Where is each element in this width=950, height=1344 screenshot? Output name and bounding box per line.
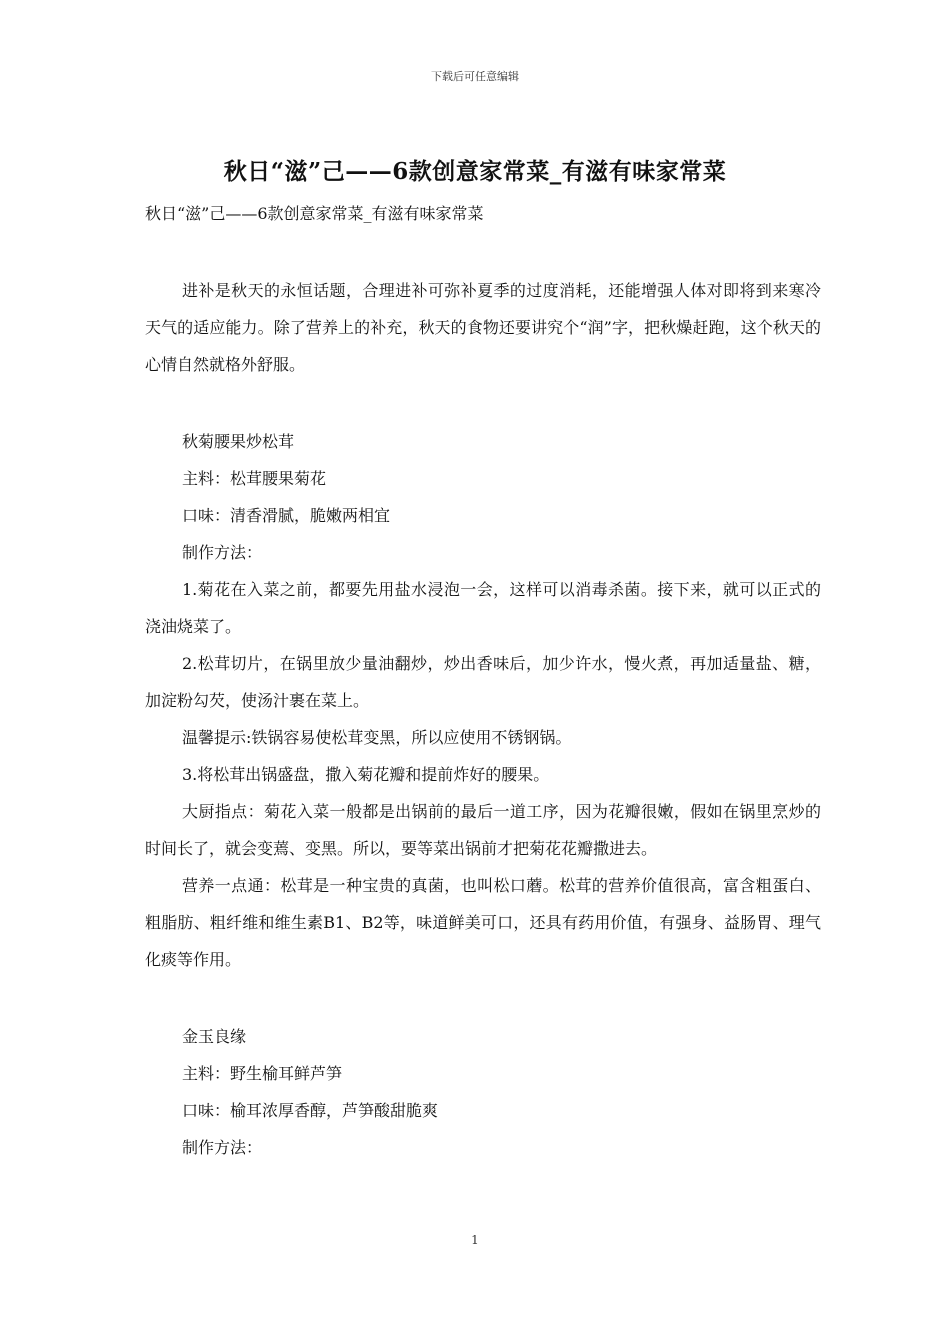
- chef-advice: 大厨指点：菊花入菜一般都是出锅前的最后一道工序，因为花瓣很嫩，假如在锅里烹炒的时间长了，就会变蔫、变黑。所以，要等菜出锅前才把菊花花瓣撒进去。: [145, 802, 821, 858]
- document-body: [145, 272, 821, 1166]
- recipe-method-heading: 制作方法：: [182, 1138, 263, 1157]
- recipe-title: 金玉良缘: [182, 1027, 247, 1046]
- intro-paragraph: 进补是秋天的永恒话题，合理进补可弥补夏季的过度消耗，还能增强人体对即将到来寒冷天气的适应能力。除了营养上的补充，秋天的食物还要讲究个“润”字，把秋燥赶跑，这个秋天的心情自然就格外舒服。: [145, 281, 821, 374]
- section-gap: [145, 383, 821, 423]
- recipe-main-ingredients: 主料：松茸腰果菊花: [182, 469, 327, 488]
- recipe-taste: 口味：榆耳浓厚香醇，芦笋酸甜脆爽: [182, 1101, 439, 1120]
- recipe-step: 2.松茸切片，在锅里放少量油翻炒，炒出香味后，加少许水，慢火煮，再加适量盐、糖，加淀粉勾芡，使汤汁裹在菜上。: [145, 654, 821, 710]
- recipe-main-ingredients: 主料：野生榆耳鲜芦笋: [182, 1064, 343, 1083]
- recipe-step: 3.将松茸出锅盛盘，撒入菊花瓣和提前炸好的腰果。: [182, 765, 550, 784]
- nutrition-note: 营养一点通：松茸是一种宝贵的真菌，也叫松口蘑。松茸的营养价值很高，富含粗蛋白、粗脂肪、粗纤维和维生素B1、B2等，味道鲜美可口，还具有药用价值，有强身、益肠胃、理气化痰等作用。: [145, 876, 821, 969]
- header-note: 下载后可任意编辑: [431, 70, 519, 83]
- recipe-title: 秋菊腰果炒松茸: [182, 432, 295, 451]
- recipe-taste: 口味：清香滑腻，脆嫩两相宜: [182, 506, 391, 525]
- document-title: 秋日“滋”己——6款创意家常菜_有滋有味家常菜: [223, 158, 727, 185]
- recipe-tip: 温馨提示:铁锅容易使松茸变黑，所以应使用不锈钢锅。: [182, 728, 572, 747]
- recipe-step: 1.菊花在入菜之前，都要先用盐水浸泡一会，这样可以消毒杀菌。接下来，就可以正式的浇油烧菜了。: [145, 580, 821, 636]
- document-subtitle: 秋日“滋”己——6款创意家常菜_有滋有味家常菜: [145, 204, 484, 223]
- recipe-method-heading: 制作方法：: [182, 543, 263, 562]
- page-number: 1: [471, 1233, 479, 1247]
- section-gap: [145, 978, 821, 1018]
